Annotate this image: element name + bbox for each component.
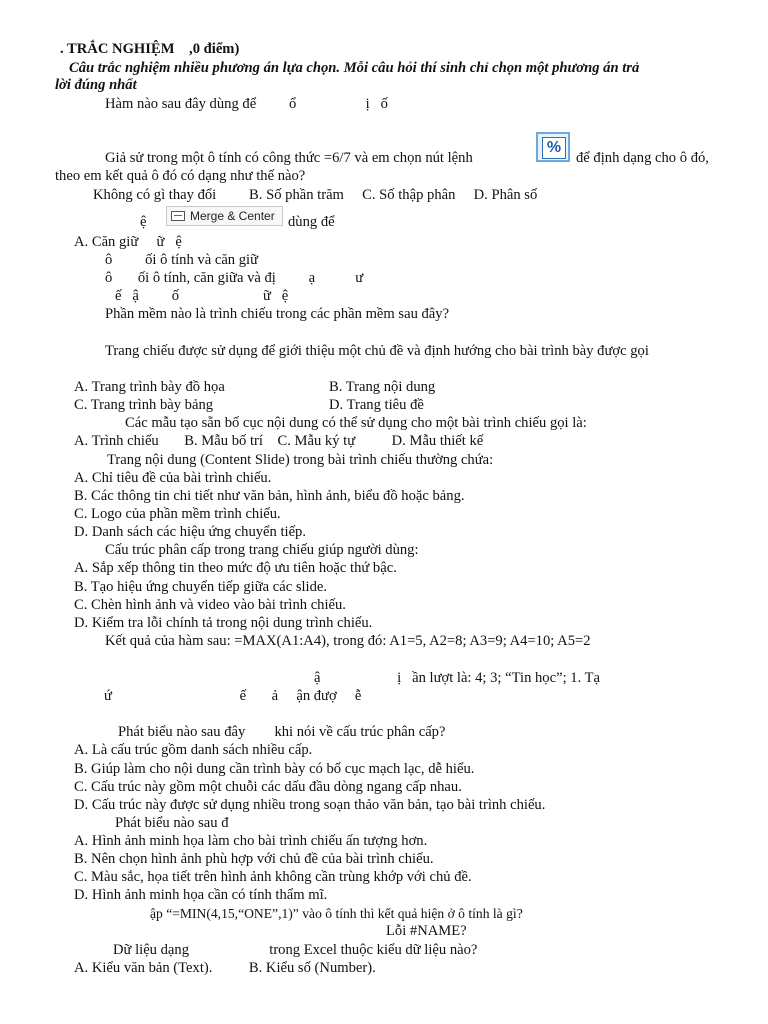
question-11-option-b: B. Giúp làm cho nội dung cần trình bày có bố cục mạch lạc, dễ hiểu. [74, 761, 475, 777]
question-10-line-2: ứ ế ả ận đượ ễ [104, 688, 362, 704]
question-7-option-c: C. Logo của phần mềm trình chiếu. [74, 506, 281, 522]
question-12-option-c: C. Màu sắc, họa tiết trên hình ảnh không cần trùng khớp với chủ đề. [74, 869, 472, 885]
question-4: Phần mềm nào là trình chiếu trong các phần mềm sau đây? [105, 306, 450, 322]
question-8-option-c: C. Chèn hình ảnh và video vào bài trình chiếu. [74, 597, 346, 613]
percent-style-button[interactable] [536, 132, 570, 162]
question-2-text-cont: để định dạng cho ô đó, [576, 150, 709, 166]
question-7-option-d: D. Danh sách các hiệu ứng chuyển tiếp. [74, 524, 307, 540]
section-title: . TRẮC NGHIỆM ,0 điểm) [60, 41, 240, 57]
question-12-option-b: B. Nên chọn hình ảnh phù hợp với chủ đề của bài trình chiếu. [74, 851, 434, 867]
question-2-text: Giả sử trong một ô tính có công thức =6/7 và em chọn nút lệnh [105, 150, 473, 166]
question-3-option-b: ô ối ô tính và căn giữ [105, 252, 259, 268]
question-7-option-a: A. Chỉ tiêu đề của bài trình chiếu. [74, 470, 272, 486]
question-14-options: A. Kiểu văn bản (Text). B. Kiểu số (Number). [74, 960, 376, 976]
instruction-line-1: Câu trắc nghiệm nhiều phương án lựa chọn. Mỗi câu hỏi thí sinh chỉ chọn một phương án trả [69, 60, 640, 76]
percent-icon: % [542, 137, 566, 159]
question-11-option-a: A. Là cấu trúc gồm danh sách nhiều cấp. [74, 742, 313, 758]
question-5: Trang chiếu được sử dụng để giới thiệu một chủ đề và định hướng cho bài trình bày được gọi [105, 343, 649, 359]
merge-center-button[interactable] [166, 206, 283, 226]
question-3-fragment: ệ [140, 214, 147, 230]
merge-icon [171, 211, 185, 221]
question-2-options: Không có gì thay đổi B. Số phần trăm C. Số thập phân D. Phân số [93, 187, 538, 203]
question-11-option-c: C. Cấu trúc này gồm một chuỗi các dấu đầu dòng ngang cấp nhau. [74, 779, 462, 795]
merge-center-label: Merge & Center [190, 209, 275, 223]
question-3-text: dùng để [288, 214, 335, 230]
question-5-option-c: C. Trang trình bày bảng [74, 397, 214, 413]
question-3-option-d: ế ậ ố ữ ệ [115, 288, 289, 304]
question-7: Trang nội dung (Content Slide) trong bài trình chiếu thường chứa: [107, 452, 494, 468]
question-3-option-a: A. Căn giữ ữ ệ [74, 234, 182, 250]
question-8-option-a: A. Sắp xếp thông tin theo mức độ ưu tiên hoặc thứ bậc. [74, 560, 397, 576]
question-12: Phát biểu nào sau đ [115, 815, 229, 831]
question-13: ập “=MIN(4,15,“ONE”,1)” vào ô tính thì kết quả hiện ở ô tính là gì? [150, 906, 523, 921]
question-8-option-d: D. Kiểm tra lỗi chính tả trong nội dung trình chiếu. [74, 615, 373, 631]
question-1: Hàm nào sau đây dùng để ổ ị ố [105, 96, 388, 112]
question-5-option-a: A. Trang trình bày đồ họa [74, 379, 225, 395]
question-12-option-d: D. Hình ảnh minh họa cần có tính thẩm mĩ. [74, 887, 328, 903]
question-12-option-a: A. Hình ảnh minh họa làm cho bài trình chiếu ấn tượng hơn. [74, 833, 428, 849]
question-8: Cấu trúc phân cấp trong trang chiếu giúp người dùng: [105, 542, 419, 558]
question-11: Phát biểu nào sau đây khi nói về cấu trúc phân cấp? [118, 724, 446, 740]
question-6-options: A. Trình chiếu B. Mẫu bố trí C. Mẫu ký tự D. Mẫu thiết kế [74, 433, 484, 449]
question-13-answer: Lỗi #NAME? [386, 923, 467, 939]
instruction-line-2: lời đúng nhất [55, 77, 137, 93]
question-3-option-c: ô ối ô tính, căn giữa và đị ạ ư [105, 270, 364, 286]
question-9: Kết quả của hàm sau: =MAX(A1:A4), trong đó: A1=5, A2=8; A3=9; A4=10; A5=2 [105, 633, 591, 649]
question-10-line-1: ậ ị ần lượt là: 4; 3; “Tin học”; 1. Tạ [314, 670, 600, 686]
question-8-option-b: B. Tạo hiệu ứng chuyển tiếp giữa các slide. [74, 579, 328, 595]
question-2-line-2: theo em kết quả ô đó có dạng như thế nào? [55, 168, 306, 184]
question-6: Các mẫu tạo sẵn bố cục nội dung có thể sử dụng cho một bài trình chiếu gọi là: [125, 415, 587, 431]
question-11-option-d: D. Cấu trúc này được sử dụng nhiều trong soạn thảo văn bản, tạo bài trình chiếu. [74, 797, 546, 813]
question-5-option-b: B. Trang nội dung [329, 379, 436, 395]
question-7-option-b: B. Các thông tin chi tiết như văn bản, hình ảnh, biểu đồ hoặc bảng. [74, 488, 465, 504]
question-5-option-d: D. Trang tiêu đề [329, 397, 424, 413]
question-14: Dữ liệu dạng trong Excel thuộc kiểu dữ liệu nào? [113, 942, 478, 958]
